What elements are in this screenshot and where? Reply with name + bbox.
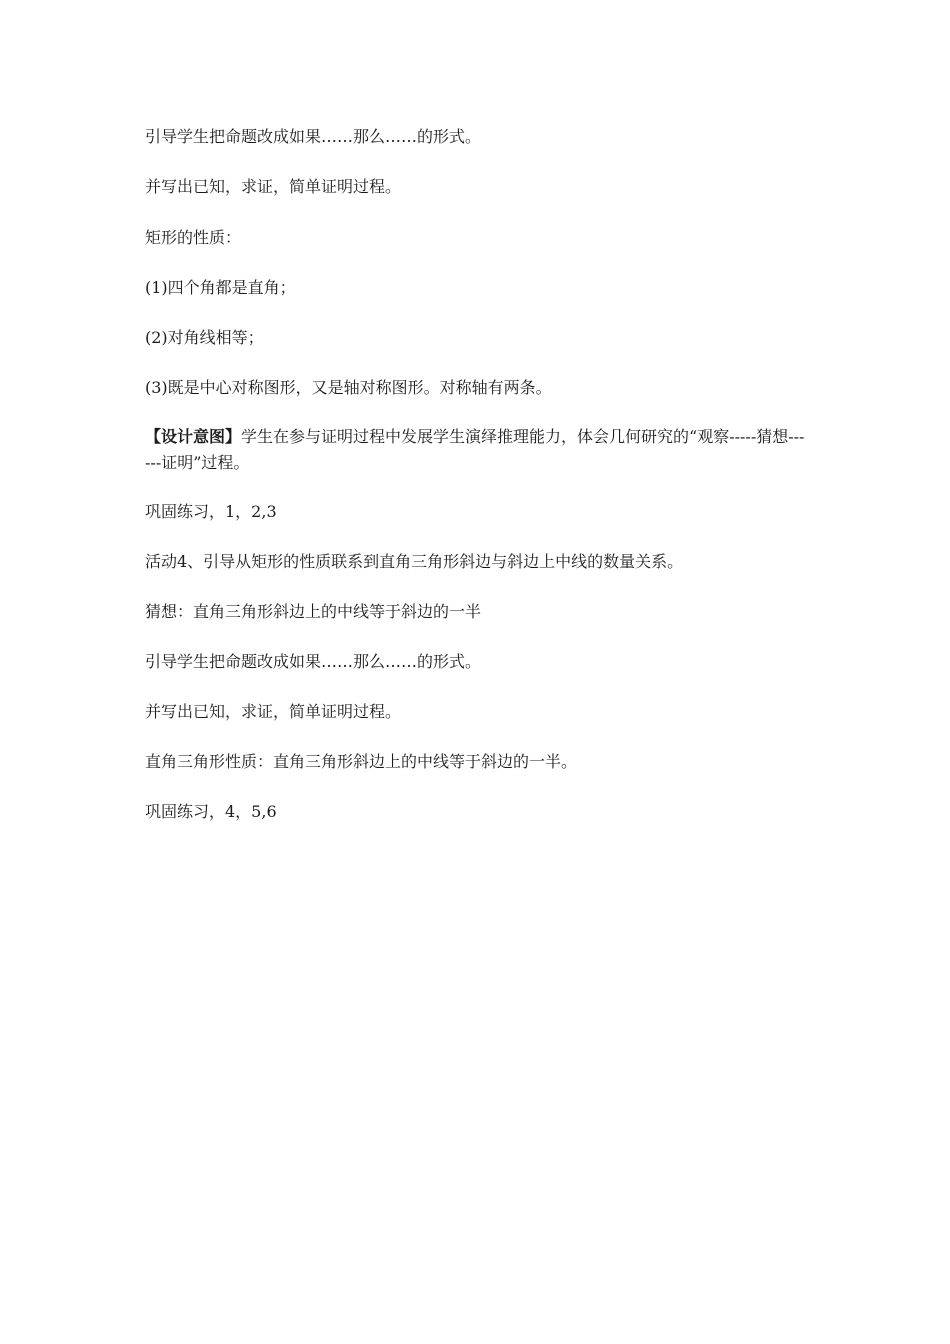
paragraph-practice-2: 巩固练习，4，5,6 [145,802,277,821]
paragraph-property-3: (3)既是中心对称图形，又是轴对称图形。对称轴有两条。 [145,378,552,397]
paragraph-proof-1: 并写出已知，求证，简单证明过程。 [145,177,402,196]
paragraph-design-intent [145,424,805,476]
paragraph-proof-2: 并写出已知，求证，简单证明过程。 [145,702,402,721]
paragraph-instruction-1: 引导学生把命题改成如果……那么……的形式。 [145,127,482,146]
paragraph-practice-1: 巩固练习，1，2,3 [145,502,277,521]
design-intent-label: 【设计意图】 [145,427,242,446]
paragraph-instruction-2: 引导学生把命题改成如果……那么……的形式。 [145,652,482,671]
paragraph-conjecture: 猜想：直角三角形斜边上的中线等于斜边的一半 [145,602,482,621]
paragraph-activity-4: 活动4、引导从矩形的性质联系到直角三角形斜边与斜边上中线的数量关系。 [145,552,684,571]
paragraph-property-1: (1)四个角都是直角； [145,278,296,297]
design-intent-text: 学生在参与证明过程中发展学生演绎推理能力，体会几何研究的“观察-----猜想------证明”过程。 [145,427,805,472]
paragraph-right-triangle-property: 直角三角形性质：直角三角形斜边上的中线等于斜边的一半。 [145,752,578,771]
paragraph-rectangle-heading: 矩形的性质： [145,228,242,247]
paragraph-property-2: (2)对角线相等； [145,328,264,347]
